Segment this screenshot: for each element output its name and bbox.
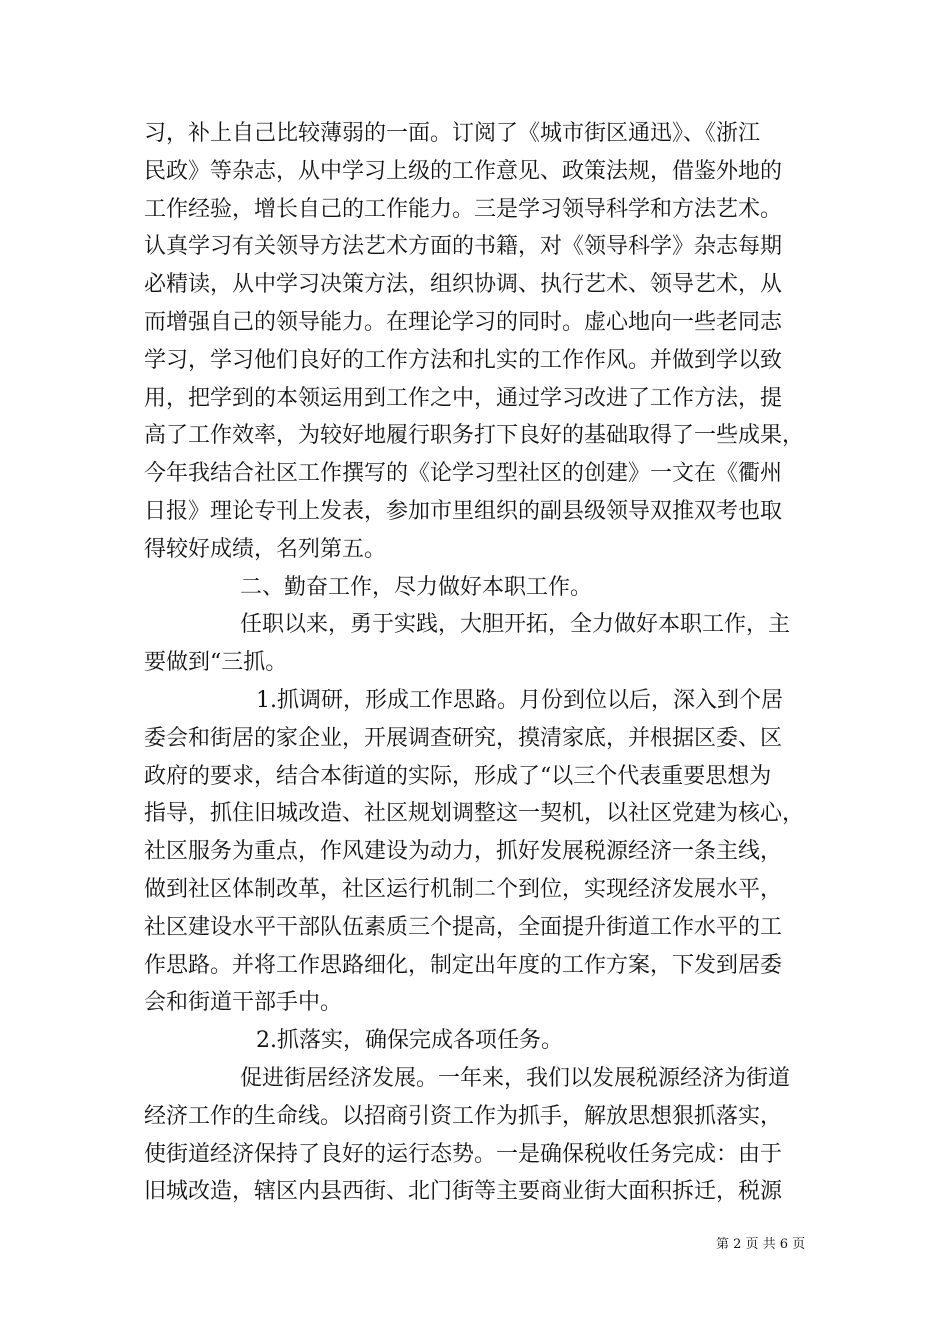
text-line: 指导，抓住旧城改造、社区规划调整这一契机，以社区党建为核心， — [144, 801, 805, 827]
text-line: 旧城改造，辖区内县西街、北门街等主要商业街大面积拆迁，税源 — [144, 1179, 783, 1205]
text-line: 社区建设水平干部队伍素质三个提高，全面提升街道工作水平的工 — [144, 914, 783, 940]
subheading-line: 2.抓落实，确保完成各项任务。 — [256, 1028, 563, 1054]
text-line: 高了工作效率，为较好地履行职务打下良好的基础取得了一些成果， — [144, 423, 805, 449]
text-line: 得较好成绩，名列第五。 — [144, 536, 387, 562]
text-line: 政府的要求，结合本街道的实际，形成了“以三个代表重要思想为 — [144, 763, 772, 789]
text-line: 用，把学到的本领运用到工作之中，通过学习改进了工作方法，提 — [144, 385, 783, 411]
text-line: 今年我结合社区工作撰写的《论学习型社区的创建》一文在《衢州 — [144, 461, 783, 487]
text-line: 任职以来，勇于实践，大胆开拓，全力做好本职工作，主 — [240, 612, 791, 638]
text-line: 习，补上自己比较薄弱的一面。订阅了《城市街区通迅》、《浙江 — [144, 121, 761, 146]
text-line: 做到社区体制改革，社区运行机制二个到位，实现经济发展水平， — [144, 876, 783, 902]
text-line: 社区服务为重点，作风建设为动力，抓好发展税源经济一条主线， — [144, 839, 783, 865]
text-line: 作思路。并将工作思路细化，制定出年度的工作方案，下发到居委 — [144, 952, 783, 978]
subheading-line: 1.抓调研，形成工作思路。月份到位以后，深入到个居 — [256, 687, 783, 713]
document-body — [144, 115, 816, 1211]
text-line: 日报》理论专刊上发表，参加市里组织的副县级领导双推双考也取 — [144, 498, 783, 524]
text-line: 委会和街居的家企业，开展调查研究，摸清家底，并根据区委、区 — [144, 725, 783, 751]
text-line: 认真学习有关领导方法艺术方面的书籍，对《领导科学》杂志每期 — [144, 234, 783, 260]
text-line: 学习，学习他们良好的工作方法和扎实的工作作风。并做到学以致 — [144, 347, 783, 373]
text-line: 会和街道干部手中。 — [144, 990, 343, 1016]
text-line: 促进街居经济发展。一年来，我们以发展税源经济为街道 — [240, 1065, 791, 1091]
text-line: 要做到“三抓。 — [144, 650, 288, 676]
text-line: 工作经验，增长自己的工作能力。三是学习领导科学和方法艺术。 — [144, 196, 783, 222]
page-number-footer: 第 2 页 共 6 页 — [716, 1237, 806, 1252]
section-heading: 二、勤奋工作，尽力做好本职工作。 — [240, 574, 593, 600]
text-line: 民政》等杂志，从中学习上级的工作意见、政策法规，借鉴外地的 — [144, 158, 783, 184]
text-line: 使街道经济保持了良好的运行态势。一是确保税收任务完成：由于 — [144, 1141, 783, 1167]
text-line: 经济工作的生命线。以招商引资工作为抓手，解放思想狠抓落实， — [144, 1103, 783, 1129]
text-line: 而增强自己的领导能力。在理论学习的同时。虚心地向一些老同志 — [144, 309, 783, 335]
text-line: 必精读，从中学习决策方法，组织协调、执行艺术、领导艺术，从 — [144, 272, 783, 298]
